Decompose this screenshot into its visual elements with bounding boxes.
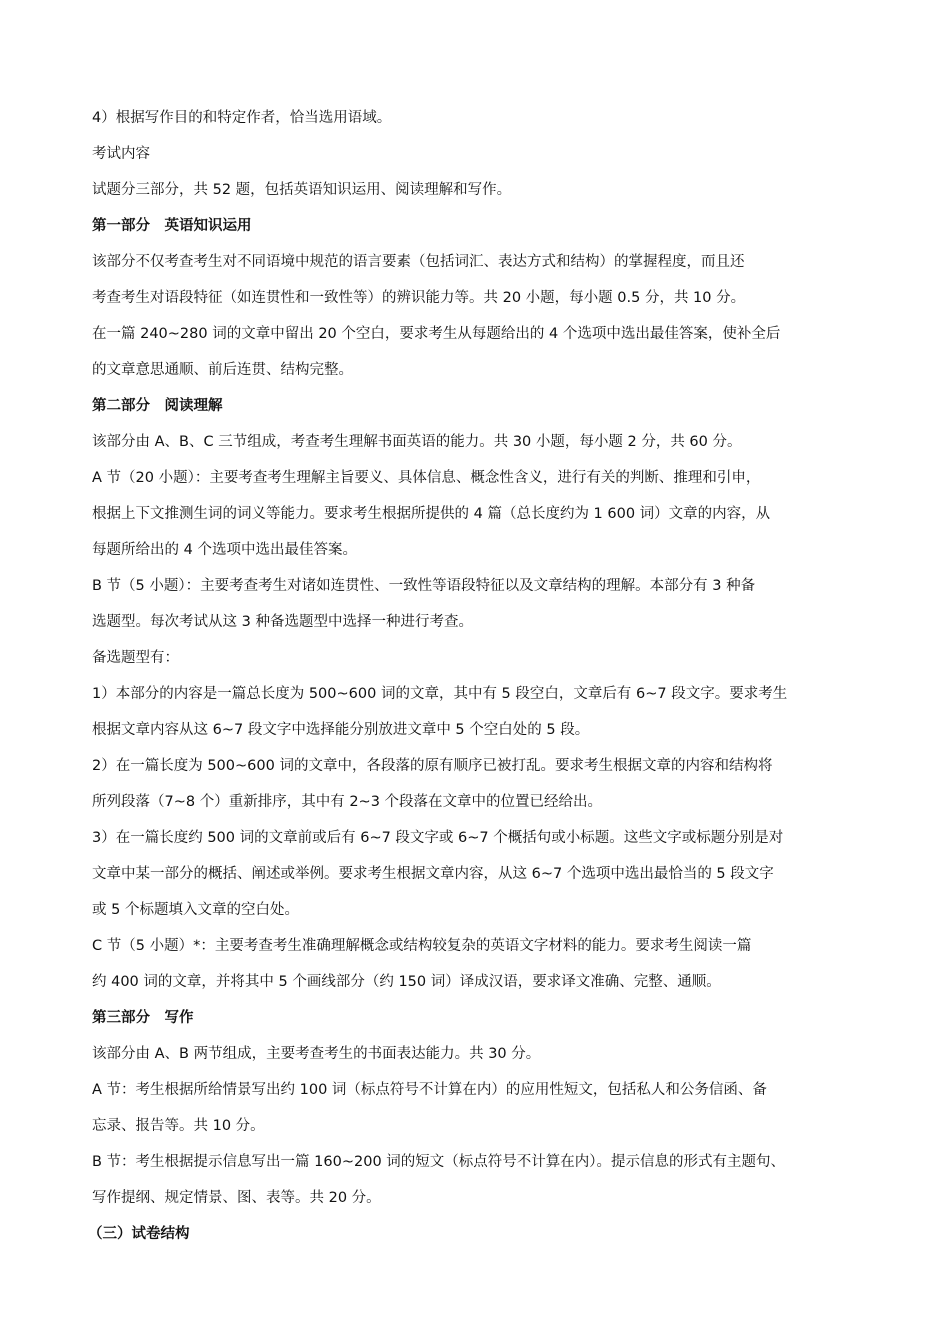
text-line: 该部分由 A、B、C 三节组成，考查考生理解书面英语的能力。共 30 小题，每小题 2 分，共 60 分。 [92, 434, 742, 450]
text-line: 选题型。每次考试从这 3 种备选题型中选择一种进行考查。 [92, 614, 473, 630]
text-line: 文章中某一部分的概括、阐述或举例。要求考生根据文章内容，从这 6~7 个选项中选出最恰当的 5 段文字 [92, 866, 774, 882]
section-label: 考试内容 [92, 146, 150, 162]
text-line: B 节：考生根据提示信息写出一篇 160~200 词的短文（标点符号不计算在内）。提示信息的形式有主题句、 [92, 1154, 786, 1170]
text-line: 约 400 词的文章，并将其中 5 个画线部分（约 150 词）译成汉语，要求译文准确、完整、通顺。 [92, 974, 721, 990]
section-heading: （三）试卷结构 [88, 1226, 190, 1242]
text-line: 考查考生对语段特征（如连贯性和一致性等）的辨识能力等。共 20 小题，每小题 0.5 分，共 10 分。 [92, 290, 746, 306]
text-line: 试题分三部分，共 52 题，包括英语知识运用、阅读理解和写作。 [92, 182, 512, 198]
text-line: 根据文章内容从这 6~7 段文字中选择能分别放进文章中 5 个空白处的 5 段。 [92, 722, 590, 738]
section-heading: 第一部分 英语知识运用 [92, 218, 252, 234]
section-heading: 第三部分 写作 [92, 1010, 194, 1026]
text-line: 的文章意思通顺、前后连贯、结构完整。 [92, 362, 353, 378]
text-line: 3）在一篇长度约 500 词的文章前或后有 6~7 段文字或 6~7 个概括句或小标题。这些文字或标题分别是对 [92, 830, 784, 846]
text-line: 备选题型有： [92, 650, 179, 666]
text-line: 忘录、报告等。共 10 分。 [92, 1118, 265, 1134]
text-line: A 节（20 小题）：主要考查考生理解主旨要义、具体信息、概念性含义，进行有关的判断、推理和引申， [92, 470, 761, 486]
text-line: 1）本部分的内容是一篇总长度为 500~600 词的文章，其中有 5 段空白，文章后有 6~7 段文字。要求考生 [92, 686, 788, 702]
text-line: 2）在一篇长度为 500~600 词的文章中，各段落的原有顺序已被打乱。要求考生根据文章的内容和结构将 [92, 758, 773, 774]
document-page [88, 100, 872, 1252]
text-line: 该部分由 A、B 两节组成，主要考查考生的书面表达能力。共 30 分。 [92, 1046, 541, 1062]
text-line: C 节（5 小题）*：主要考查考生准确理解概念或结构较复杂的英语文字材料的能力。要求考生阅读一篇 [92, 938, 752, 954]
text-line: 每题所给出的 4 个选项中选出最佳答案。 [92, 542, 357, 558]
text-line: 写作提纲、规定情景、图、表等。共 20 分。 [92, 1190, 381, 1206]
text-line: 根据上下文推测生词的词义等能力。要求考生根据所提供的 4 篇（总长度约为 1 600 词）文章的内容，从 [92, 506, 771, 522]
text-line: 所列段落（7~8 个）重新排序，其中有 2~3 个段落在文章中的位置已经给出。 [92, 794, 603, 810]
text-line: A 节：考生根据所给情景写出约 100 词（标点符号不计算在内）的应用性短文，包括私人和公务信函、备 [92, 1082, 767, 1098]
text-line: 或 5 个标题填入文章的空白处。 [92, 902, 299, 918]
text-line: 4）根据写作目的和特定作者，恰当选用语域。 [92, 110, 392, 126]
text-line: 该部分不仅考查考生对不同语境中规范的语言要素（包括词汇、表达方式和结构）的掌握程度，而且还 [92, 254, 745, 270]
text-line: 在一篇 240~280 词的文章中留出 20 个空白，要求考生从每题给出的 4 个选项中选出最佳答案，使补全后 [92, 326, 781, 342]
section-heading: 第二部分 阅读理解 [92, 398, 223, 414]
text-line: B 节（5 小题）：主要考查考生对诸如连贯性、一致性等语段特征以及文章结构的理解。本部分有 3 种备 [92, 578, 756, 594]
